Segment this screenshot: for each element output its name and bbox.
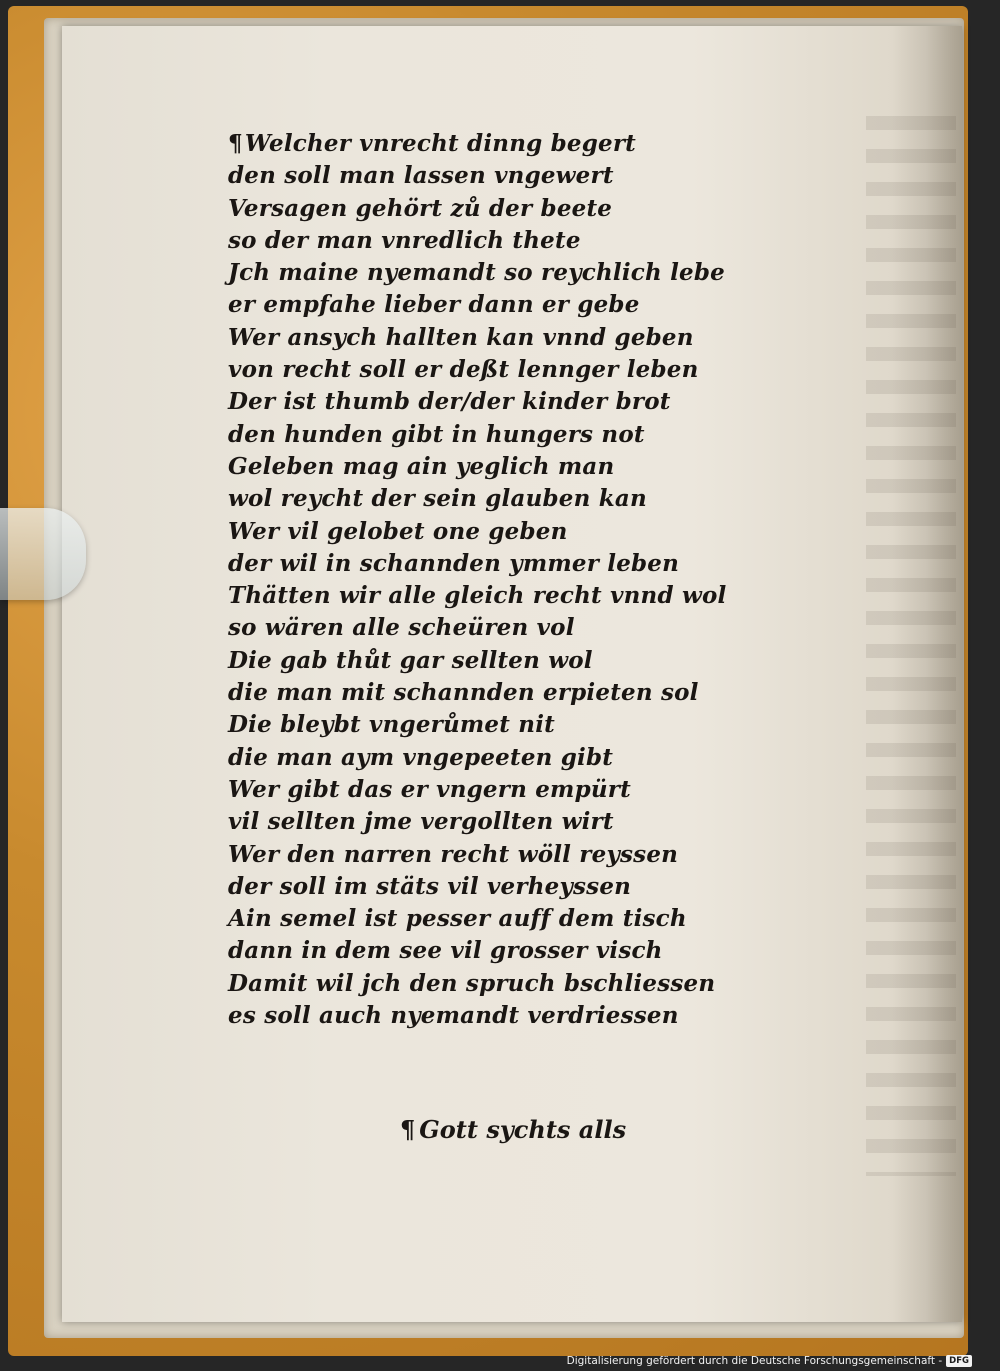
verse-line: der soll im stäts vil verheyssen [228, 872, 632, 900]
verse-line: Versagen gehört zů der beete [228, 194, 613, 222]
verse-line: Die bleybt vngerůmet nit [228, 711, 555, 739]
verse-line: Der ist thumb der/der kinder brot [228, 388, 671, 416]
verse-line: wol reycht der sein glauben kan [228, 485, 647, 513]
verse-line: Jch maine nyemandt so reychlich lebe [228, 259, 725, 287]
verse-block [228, 128, 726, 1032]
verse-line: vil sellten jme vergollten wirt [228, 808, 614, 836]
verse-line: Ain semel ist pesser auff dem tisch [228, 905, 687, 933]
spine-shadow [892, 26, 962, 1322]
transparent-page-clip [0, 508, 86, 600]
digitization-credit [567, 1355, 972, 1367]
verse-line: so der man vnredlich thete [228, 226, 581, 254]
verse-line: die man mit schannden erpieten sol [228, 679, 699, 707]
verse-line: den hunden gibt in hungers not [228, 420, 645, 448]
verse-line: er empfahe lieber dann er gebe [228, 291, 640, 319]
verse-line: Thätten wir alle gleich recht vnnd wol [228, 582, 727, 610]
verse-line: es soll auch nyemandt verdriessen [228, 1002, 679, 1030]
verse-line: den soll man lassen vngewert [228, 162, 614, 190]
dfg-logo-icon: DFG [946, 1355, 972, 1367]
verse-line: von recht soll er deßt lennger leben [228, 356, 699, 384]
verse-line: Wer den narren recht wöll reyssen [228, 840, 679, 868]
verse-line: der wil in schannden ymmer leben [228, 549, 680, 577]
verse-line: Wer gibt das er vngern empürt [228, 775, 631, 803]
verse-line: Wer vil gelobet one geben [228, 517, 568, 545]
verse-line: dann in dem see vil grosser visch [228, 937, 663, 965]
verse-line: Geleben mag ain yeglich man [228, 452, 615, 480]
verse-line: die man aym vngepeeten gibt [228, 743, 614, 771]
verse-line: Damit wil jch den spruch bschliessen [228, 969, 716, 997]
verse-line: Wer ansych hallten kan vnnd geben [228, 323, 694, 351]
closing-motto: ¶ Gott sychts alls [400, 1115, 626, 1144]
verse-line: so wären alle scheüren vol [228, 614, 575, 642]
verse-line: ¶ Welcher vnrecht dinng begert [228, 128, 726, 160]
verse-line: Die gab thůt gar sellten wol [228, 646, 593, 674]
credit-text: Digitalisierung gefördert durch die Deutsche Forschungsgemeinschaft - [566, 1355, 943, 1367]
